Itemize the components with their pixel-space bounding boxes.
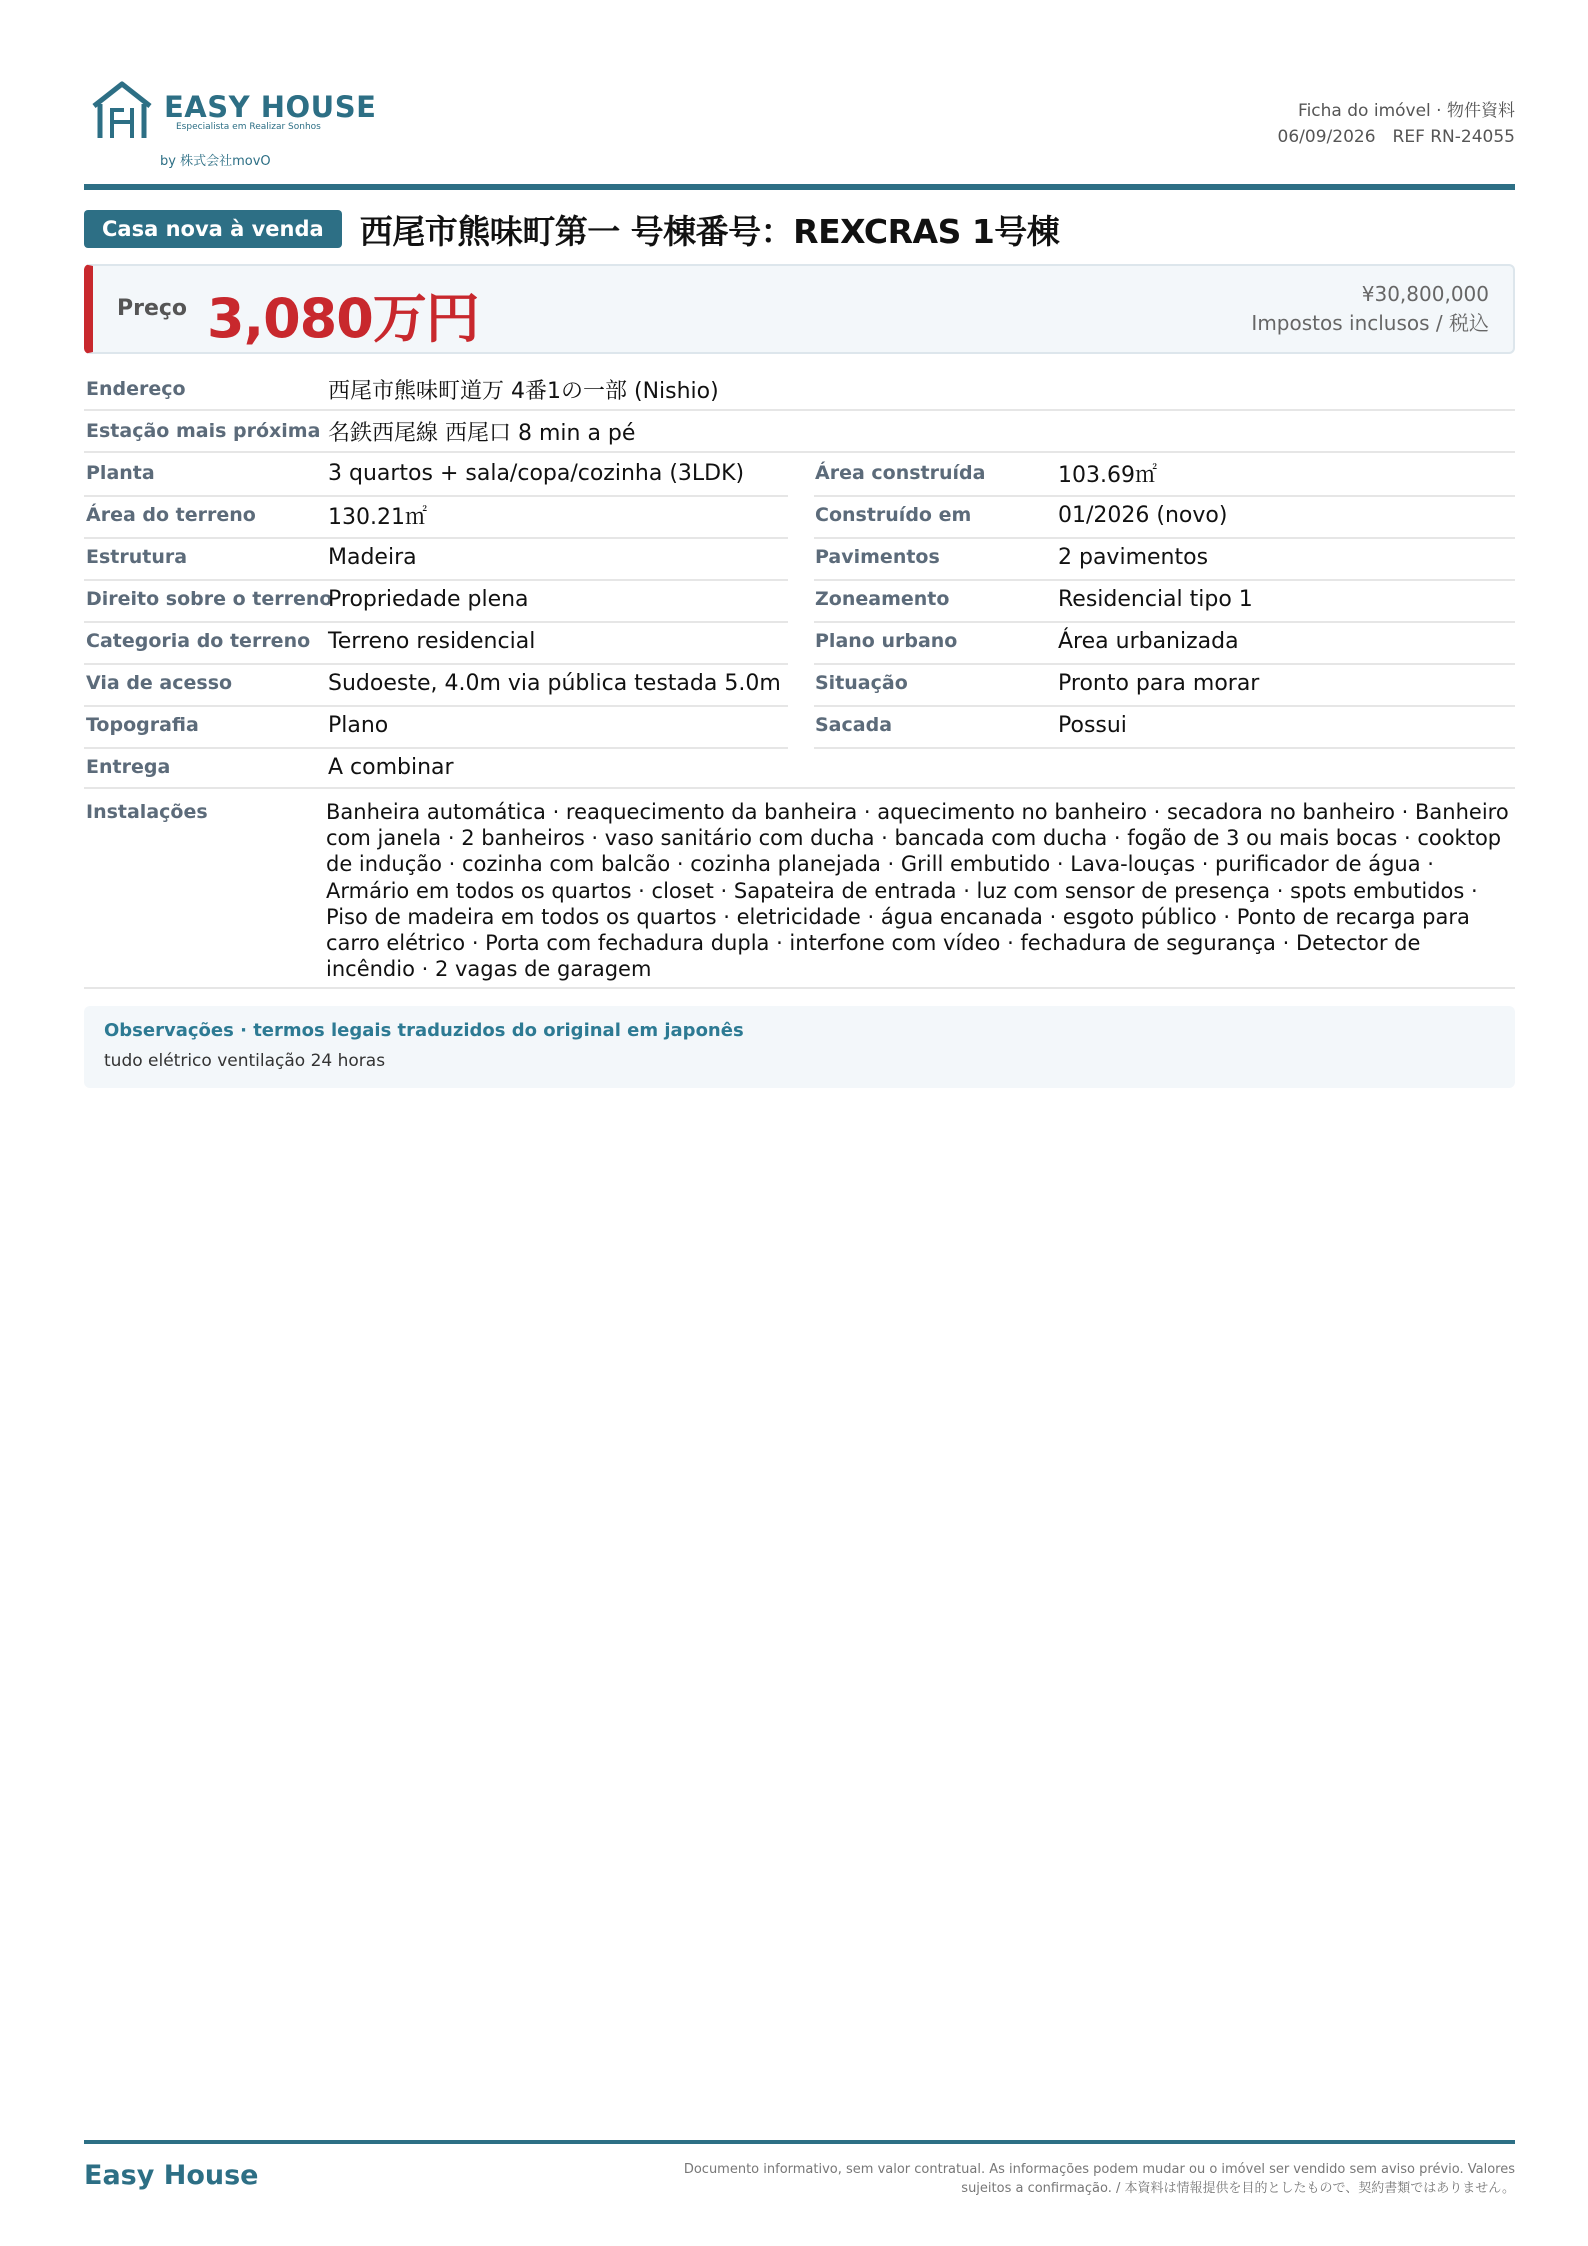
footer-divider: [84, 2140, 1515, 2144]
station-label: Estação mais próxima: [86, 420, 321, 442]
address-value: 西尾市熊味町道万 4番1の一部 (Nishio): [328, 378, 719, 404]
price-label: Preço: [117, 296, 188, 321]
detail-row: [84, 453, 1515, 495]
footer-disclaimer: Documento informativo, sem valor contratual. As informações podem mudar ou o imóvel ser vendido sem aviso prévio. Valores sujeitos a confirmação. / 本資料は情報提供を目的としたもので、契約書類ではありません。: [683, 2162, 1515, 2196]
detail-value: 130.21㎡: [328, 504, 427, 530]
delivery-label: Entrega: [86, 756, 171, 778]
detail-row: [84, 705, 1515, 747]
detail-row-installations: [84, 789, 1515, 989]
detail-label: Plano urbano: [815, 630, 958, 652]
company-logo: [90, 80, 377, 170]
installations-label: Instalações: [86, 801, 208, 823]
detail-value: 3 quartos + sala/copa/cozinha (3LDK): [328, 460, 745, 486]
detail-row-delivery: [84, 747, 1515, 789]
notes-title: Observações · termos legais traduzidos do original em japonês: [104, 1020, 744, 1041]
title-row: [84, 208, 1059, 250]
detail-value: Residencial tipo 1: [1058, 586, 1253, 612]
detail-label: Pavimentos: [815, 546, 940, 568]
detail-row: [84, 579, 1515, 621]
detail-label: Direito sobre o terreno: [86, 588, 333, 610]
detail-row-station: [84, 411, 1515, 453]
document-meta: [1278, 98, 1515, 150]
detail-label: Zoneamento: [815, 588, 950, 610]
detail-row: [84, 495, 1515, 537]
detail-value: 01/2026 (novo): [1058, 502, 1228, 528]
installations-value: Banheira automática · reaquecimento da banheira · aquecimento no banheiro · secadora no banheiro · Banheiro com janela · 2 banheiros · vaso sanitário com ducha · bancada com ducha · fogão de 3 ou mais bocas · cooktop de indução · cozinha com balcão · cozinha planejada · Grill embutido · Lava-louças · purificador de água · Armário em todos os quartos · closet · Sapateira de entrada · luz com sensor de presença · spots embutidos · Piso de madeira em todos os quartos · eletricidade · água encanada · esgoto público · Ponto de recarga para carro elétrico · Porta com fechadura dupla · interfone com vídeo · fechadura de segurança · Detector de incêndio · 2 vagas de garagem: [326, 800, 1509, 982]
detail-row: [84, 663, 1515, 705]
detail-value: Plano: [328, 712, 389, 738]
detail-value: Área urbanizada: [1058, 628, 1239, 654]
delivery-value: A combinar: [328, 754, 454, 780]
logo-name: EASY HOUSE: [164, 90, 377, 124]
property-title: 西尾市熊味町第一 号棟番号：REXCRAS 1号棟: [359, 211, 1060, 251]
document-date-ref: 06/09/2026 REF RN-24055: [1277, 127, 1515, 147]
logo-tagline: Especialista em Realizar Sonhos: [176, 122, 321, 132]
price-value: 3,080万円: [207, 287, 479, 350]
detail-label: Construído em: [815, 504, 972, 526]
detail-value: Sudoeste, 4.0m via pública testada 5.0m: [328, 670, 781, 696]
price-tax-note: Impostos inclusos / 税込: [1251, 311, 1489, 335]
logo-company: by 株式会社movO: [160, 154, 271, 169]
house-logo-icon: [90, 80, 154, 142]
price-details: [1251, 280, 1489, 338]
price-box: [84, 264, 1515, 354]
station-value: 名鉄西尾線 西尾口 8 min a pé: [328, 420, 636, 446]
detail-value: 103.69㎡: [1058, 462, 1157, 488]
detail-value: Possui: [1058, 712, 1127, 738]
detail-value: 2 pavimentos: [1058, 544, 1209, 570]
detail-value: Terreno residencial: [328, 628, 536, 654]
detail-label: Área construída: [815, 462, 986, 484]
detail-value: Propriedade plena: [328, 586, 529, 612]
details-table: [84, 369, 1515, 989]
detail-label: Topografia: [86, 714, 199, 736]
notes-box: [84, 1006, 1515, 1088]
detail-label: Estrutura: [86, 546, 188, 568]
detail-row-address: [84, 369, 1515, 411]
detail-label: Categoria do terreno: [86, 630, 311, 652]
footer-brand: Easy House: [84, 2160, 259, 2191]
detail-label: Situação: [815, 672, 908, 694]
detail-row: [84, 621, 1515, 663]
detail-label: Via de acesso: [86, 672, 233, 694]
detail-value: Madeira: [328, 544, 417, 570]
detail-value: Pronto para morar: [1058, 670, 1260, 696]
detail-label: Planta: [86, 462, 155, 484]
price-yen: ¥30,800,000: [1361, 282, 1489, 306]
detail-row: [84, 537, 1515, 579]
notes-text: tudo elétrico ventilação 24 horas: [104, 1051, 386, 1071]
header-divider: [84, 184, 1515, 190]
listing-type-badge: Casa nova à venda: [84, 210, 342, 248]
property-sheet: [84, 0, 1515, 2246]
address-label: Endereço: [86, 378, 186, 400]
detail-label: Área do terreno: [86, 504, 256, 526]
document-type: Ficha do imóvel · 物件資料: [1298, 101, 1515, 121]
detail-label: Sacada: [815, 714, 893, 736]
